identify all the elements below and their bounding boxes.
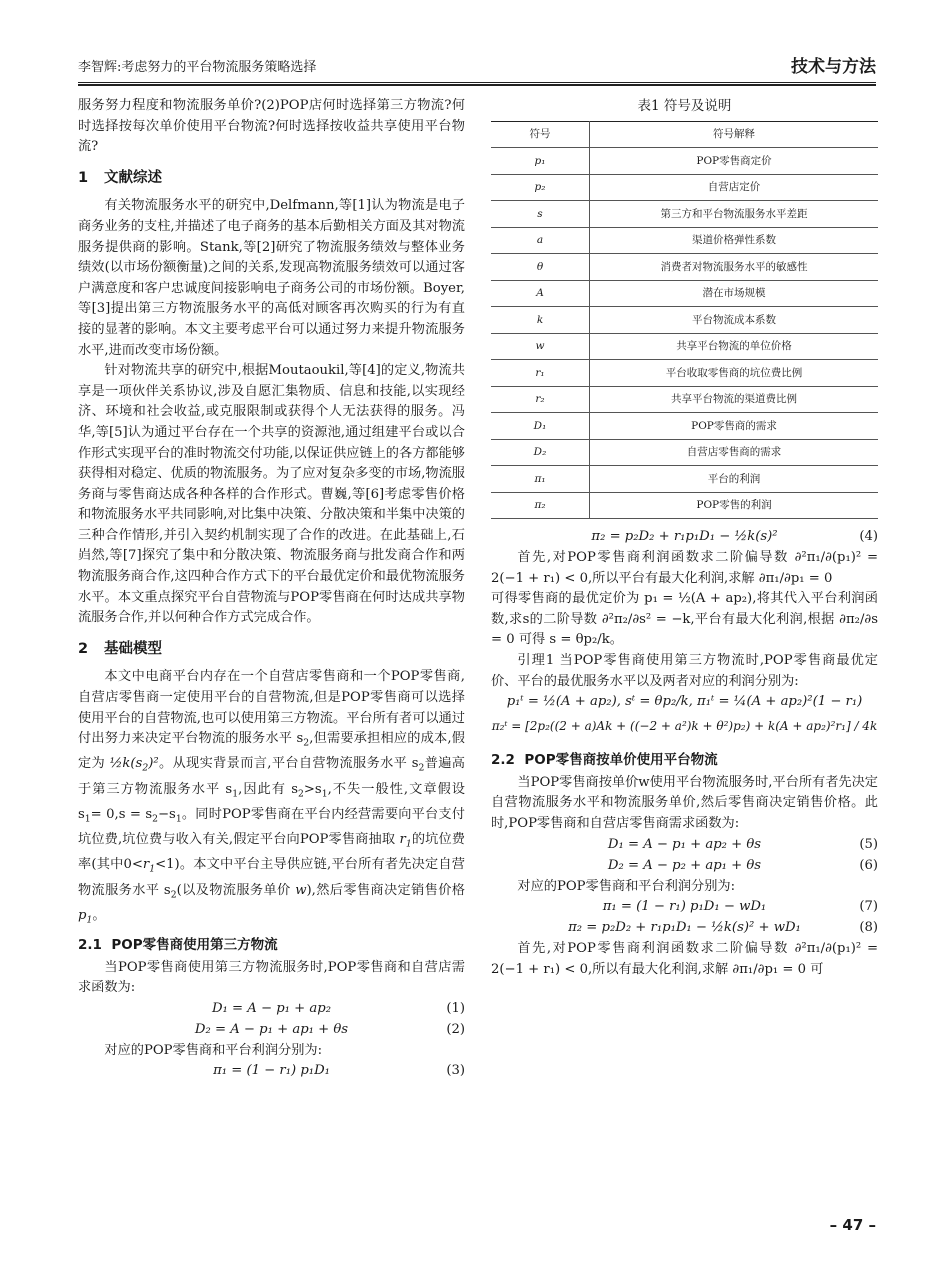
table-row: π₂ POP零售的利润 xyxy=(491,492,878,519)
table-row: p₁ POP零售商定价 xyxy=(491,148,878,175)
section-title: 基础模型 xyxy=(104,640,162,657)
subsection-number: 2.1 xyxy=(78,937,102,954)
paragraph: 当POP零售商使用第三方物流服务时,POP零售商和自营店需求函数为: xyxy=(78,959,465,996)
table-row: p₂ 自营店定价 xyxy=(491,174,878,201)
table-row: A 潜在市场规模 xyxy=(491,280,878,307)
table-row: w 共享平台物流的单位价格 xyxy=(491,333,878,360)
equation-1: D₁ = A − p₁ + ap₂ (1) xyxy=(211,1000,465,1016)
running-header xyxy=(78,50,876,80)
section-number: 2 xyxy=(78,640,89,657)
table-caption: 表1 符号及说明 xyxy=(637,98,732,114)
table-row: D₁ POP零售商的需求 xyxy=(491,413,878,440)
equation-8: π₂ = p₂D₂ + r₁p₁D₁ − ½k(s)² + wD₁ (8) xyxy=(568,920,878,936)
table-row: s 第三方和平台物流服务水平差距 xyxy=(491,201,878,228)
symbol-table xyxy=(491,121,878,520)
paragraph: 有关物流服务水平的研究中,Delfmann,等[1]认为物流是电子商务业务的支柱,并描述了电子商务的基本后勤相关方面及其对物流服务提供商的影响。Stank,等[2]研究了物流服务绩效与整体业务绩效(以市场份额衡量)之间的关系,发现高物流服务绩效可以通过客户满意度和客户忠诚度间接影响电子商务公司的市场份额。Boyer,等[3]提出第三方物流服务水平的高低对顾客再次购买的行为有直接的显著的影响。本文主要考虑平台可以通过努力来提升物流服务水平,进而改变市场份额。 xyxy=(78,198,465,358)
table-header-symbol: 符号 xyxy=(491,121,590,148)
equation-7: π₁ = (1 − r₁) p₁D₁ − wD₁ (7) xyxy=(602,899,878,915)
equation-4: π₂ = p₂D₂ + r₁p₁D₁ − ½k(s)² (4) xyxy=(591,529,878,545)
lemma-equation-1: p₁ᵗ = ½(A + ap₂), sᵗ = θp₂/k, π₁ᵗ = ¼(A + ap₂)²(1 − r₁) xyxy=(506,694,863,710)
table-row: θ 消费者对物流服务水平的敏感性 xyxy=(491,254,878,281)
paragraph: 首先,对POP零售商利润函数求二阶偏导数 ∂²π₁/∂(p₁)² = 2(−1 + r₁) < 0,所以有最大化利润,求解 ∂π₁/∂p₁ = 0 可 xyxy=(491,941,878,977)
paragraph-model: 本文中电商平台内存在一个自营店零售商和一个POP零售商,自营店零售商一定使用平台的自营物流,但是POP零售商可以选择使用平台的自营物流,也可以使用第三方物流。平台所有者可以通过付出努力来决定平台物流的服务水平 $s_2$,但需要承担相应的成本,假定为 $\frac{1}{2}k(s_2)^2$。从现实背景而言,平台自营物流服务水平 $s_2$普遍高于第三方物流服务水平 $s_1$,因此有 $s_2>s_1$,不失一般性,文章假设 $s_1= 0,s = s_2-s_1$。同时POP零售商在平台内经营需要向平台支付坑位费,坑位费与收入有关,假定平台向POP零售商抽取 $r_1$的坑位费率(其中$0<r_1<1$)。本文中平台主导供应链,平台所有者先决定自营物流服务水平 $s_2$(以及物流服务单价 w),然后零售商决定销售价格 $p_1$。 xyxy=(78,669,465,926)
paragraph: 对应的POP零售商和平台利润分别为: xyxy=(517,878,736,894)
header-rule xyxy=(78,82,876,83)
left-column xyxy=(78,96,465,1082)
table-row: r₂ 共享平台物流的渠道费比例 xyxy=(491,386,878,413)
section-2-heading xyxy=(78,639,465,660)
subsection-number: 2.2 xyxy=(491,752,515,769)
header-article-title: 李智辉:考虑努力的平台物流服务策略选择 xyxy=(78,60,317,75)
equation-5: D₁ = A − p₁ + ap₂ + θs (5) xyxy=(607,836,878,852)
section-1-heading xyxy=(78,168,465,189)
table-row: a 渠道价格弹性系数 xyxy=(491,227,878,254)
page-number: – 47 – xyxy=(829,1216,876,1234)
header-section-title: 技术与方法 xyxy=(791,57,876,77)
header-rule-thick xyxy=(78,84,876,86)
paragraph: 可得零售商的最优定价为 p₁ = ½(A + ap₂),将其代入平台利润函数,求s的二阶导数 ∂²π₂/∂s² = −k,平台有最大化利润,根据 ∂π₂/∂s = 0 可得 s = θp₂/k。 xyxy=(491,591,878,648)
equation-3: π₁ = (1 − r₁) p₁D₁ (3) xyxy=(213,1063,465,1079)
equation-2: D₂ = A − p₁ + ap₁ + θs (2) xyxy=(194,1021,465,1037)
subsection-2-2-heading xyxy=(491,750,878,771)
right-column xyxy=(491,96,878,980)
lemma-equation-2: π₂ᵗ = [2p₂((2 + a)Ak + ((−2 + a²)k + θ²)p₂) + k(A + ap₂)²r₁] / 4k xyxy=(491,719,878,734)
subsection-title: POP零售商按单价使用平台物流 xyxy=(524,752,718,769)
table-header-description: 符号解释 xyxy=(590,121,879,148)
table-row: π₁ 平台的利润 xyxy=(491,466,878,493)
section-title: 文献综述 xyxy=(104,169,162,186)
lemma-1: 引理1 当POP零售商使用第三方物流时,POP零售商最优定价、平台的最优服务水平以及两者对应的利润分别为: xyxy=(491,653,878,689)
paragraph: 对应的POP零售商和平台利润分别为: xyxy=(104,1042,323,1058)
subsection-2-1-heading xyxy=(78,935,465,956)
table-row: r₁ 平台收取零售商的坑位费比例 xyxy=(491,360,878,387)
section-number: 1 xyxy=(78,169,89,186)
intro-paragraph: 服务努力程度和物流服务单价?(2)POP店何时选择第三方物流?何时选择按每次单价使用平台物流?何时选择按收益共享使用平台物流? xyxy=(78,98,465,155)
equation-6: D₂ = A − p₂ + ap₁ + θs (6) xyxy=(607,857,878,873)
subsection-title: POP零售商使用第三方物流 xyxy=(111,937,278,954)
paragraph: 当POP零售商按单价w使用平台物流服务时,平台所有者先决定自营物流服务水平和物流服务单价,然后零售商决定销售价格。此时,POP零售商和自营店零售商需求函数为: xyxy=(491,774,878,832)
paragraph: 针对物流共享的研究中,根据Moutaoukil,等[4]的定义,物流共享是一项伙伴关系协议,涉及自愿汇集物质、信息和技能,以实现经济、环境和社会收益,或克服限制或获得个人无法获得的服务。冯华,等[5]认为通过平台存在一个共享的资源池,通过组建平台或以合作形式实现平台的准时物流交付功能,以保证供应链上的各方都能够获得相对稳定、优质的物流服务。为了应对复杂多变的市场,物流服务商与零售商达成各种各样的合作形式。曹巍,等[6]考虑零售价格和物流服务水平共同影响,对比集中决策、分散决策和半集中决策的三种合作情形,并引入契约机制实现了合作的改进。在此基础上,石岿然,等[7]探究了集中和分散决策、物流服务商与批发商合作和两物流服务商合作,这四种合作方式下的平台最优定价和最优物流服务水平。本文重点探究平台自营物流与POP零售商在何时达成共享物流服务合作,并以何种合作方式完成合作。 xyxy=(78,363,465,626)
paragraph: 首先,对POP零售商利润函数求二阶偏导数 ∂²π₁/∂(p₁)² = 2(−1 + r₁) < 0,所以平台有最大化利润,求解 ∂π₁/∂p₁ = 0 xyxy=(491,550,878,586)
table-row: D₂ 自营店零售商的需求 xyxy=(491,439,878,466)
table-row: k 平台物流成本系数 xyxy=(491,307,878,334)
